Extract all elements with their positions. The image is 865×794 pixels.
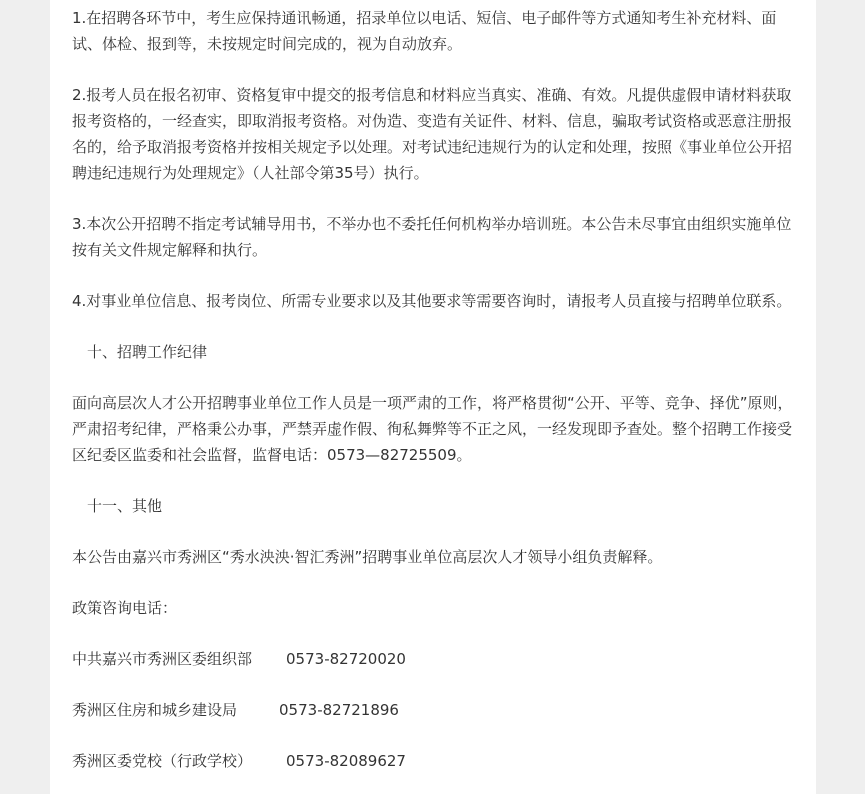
- contact-org: 秀洲区委党校（行政学校）: [72, 752, 253, 770]
- article-content: [72, 5, 802, 794]
- contact-row: [72, 748, 802, 774]
- section-heading-other: 十一、其他: [87, 497, 163, 515]
- contact-org: 秀洲区住房和城乡建设局: [72, 701, 238, 719]
- other-paragraph: 本公告由嘉兴市秀洲区“秀水泱泱·智汇秀洲”招聘事业单位高层次人才领导小组负责解释。: [72, 548, 663, 566]
- discipline-paragraph: 面向高层次人才公开招聘事业单位工作人员是一项严肃的工作，将严格贯彻“公开、平等、竞争、择优”原则，严肃招考纪律，严格秉公办事，严禁弄虚作假、徇私舞弊等不正之风，一经发现即予查处。整个招聘工作接受区纪委区监委和社会监督，监督电话：0573—82725509。: [72, 394, 793, 464]
- contact-org: 中共嘉兴市秀洲区委组织部: [72, 650, 253, 668]
- rule-item-1: 1.在招聘各环节中，考生应保持通讯畅通，招录单位以电话、短信、电子邮件等方式通知考生补充材料、面试、体检、报到等，未按规定时间完成的，视为自动放弃。: [72, 9, 777, 53]
- contact-phone: 0573-82089627: [286, 752, 406, 770]
- contact-row: [72, 697, 802, 723]
- rule-item-3: 3.本次公开招聘不指定考试辅导用书，不举办也不委托任何机构举办培训班。本公告未尽事宜由组织实施单位按有关文件规定解释和执行。: [72, 215, 792, 259]
- contact-row: [72, 646, 802, 672]
- rule-item-4: 4.对事业单位信息、报考岗位、所需专业要求以及其他要求等需要咨询时，请报考人员直接与招聘单位联系。: [72, 292, 792, 310]
- contact-phone: 0573-82720020: [286, 650, 406, 668]
- rule-item-2: 2.报考人员在报名初审、资格复审中提交的报考信息和材料应当真实、准确、有效。凡提供虚假申请材料获取报考资格的，一经查实，即取消报考资格。对伪造、变造有关证件、材料、信息，骗取考试资格或恶意注册报名的，给予取消报考资格并按相关规定予以处理。对考试违纪违规行为的认定和处理，按照《事业单位公开招聘违纪违规行为处理规定》（人社部令第35号）执行。: [72, 86, 793, 182]
- consult-label: 政策咨询电话：: [72, 599, 178, 617]
- article-page: [50, 0, 816, 794]
- contact-phone: 0573-82721896: [279, 701, 399, 719]
- section-heading-discipline: 十、招聘工作纪律: [87, 343, 208, 361]
